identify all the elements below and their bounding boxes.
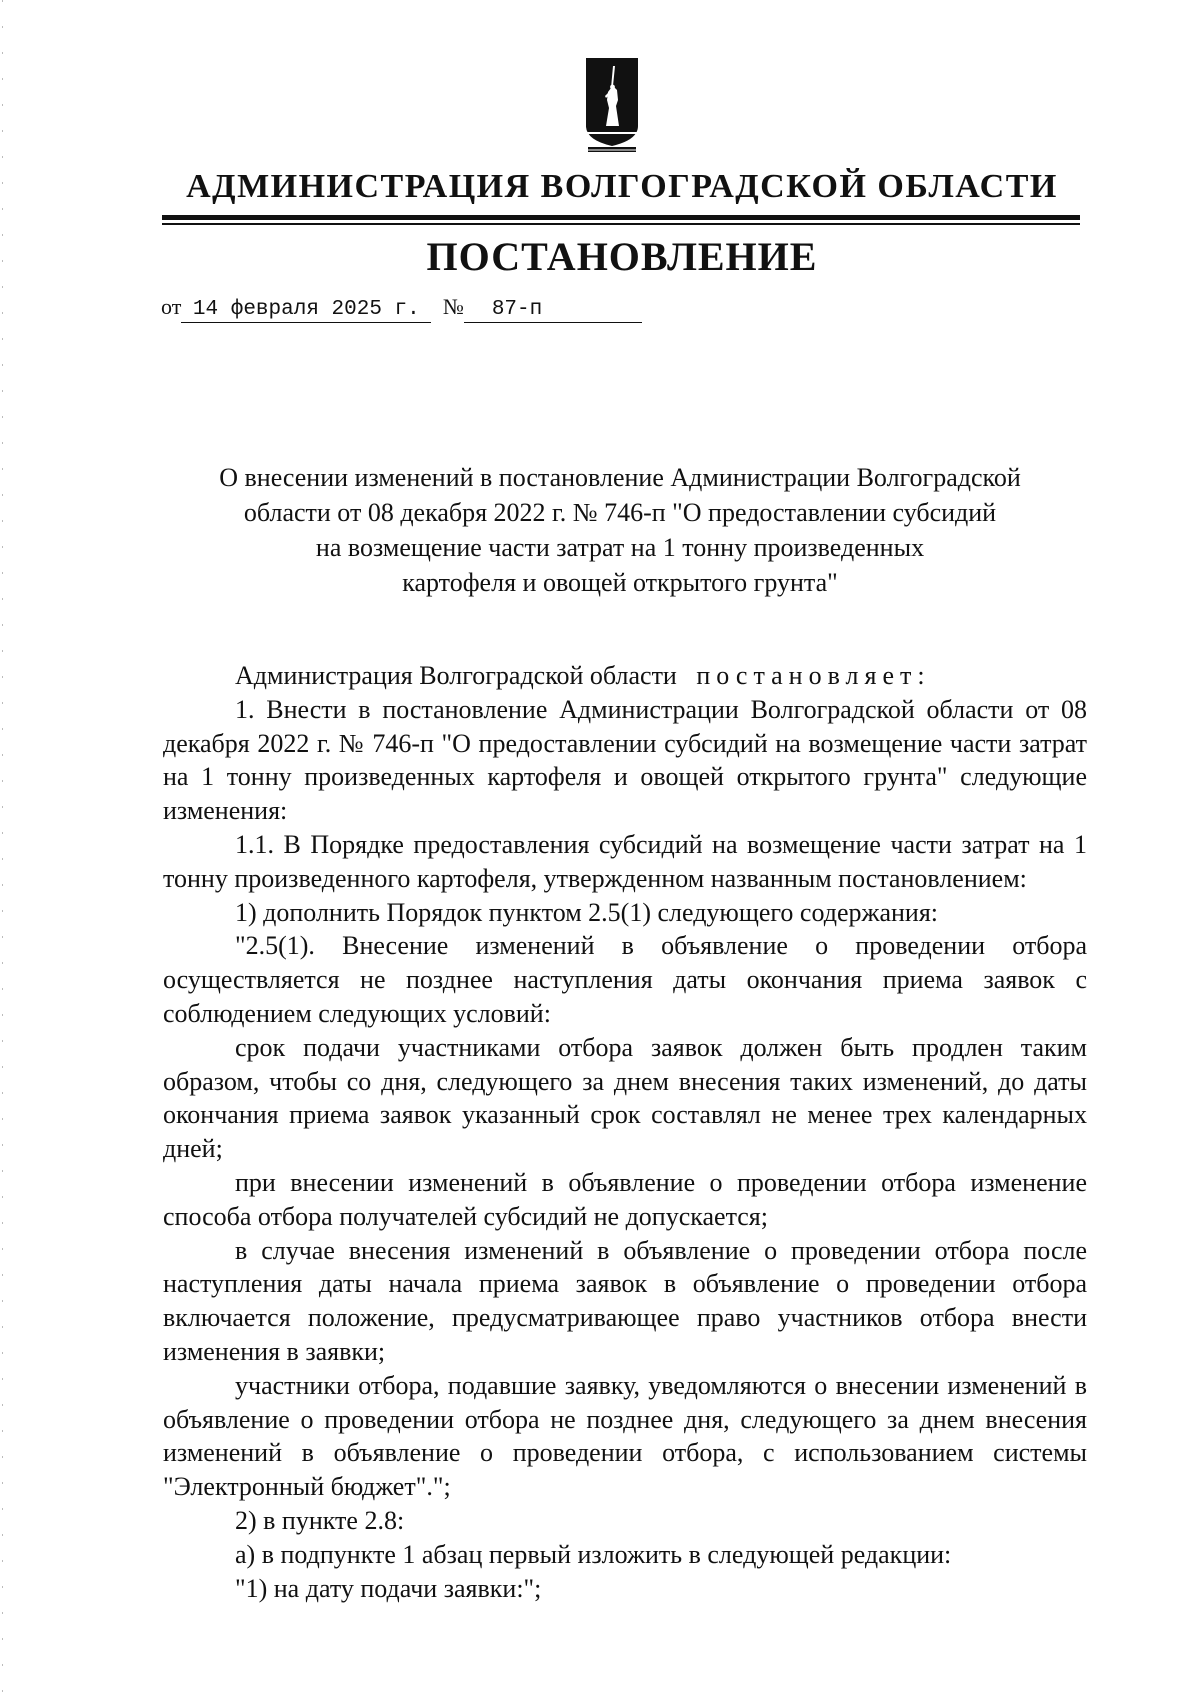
preamble-verb: постановляет:: [696, 661, 931, 690]
subject-line: О внесении изменений в постановление Администрации Волгоградской: [219, 463, 1021, 492]
body-paragraph: при внесении изменений в объявление о проведении отбора изменение способа отбора получателей субсидий не допускается;: [163, 1167, 1087, 1231]
subject-line: картофеля и овощей открытого грунта": [402, 568, 838, 597]
body-paragraph: а) в подпункте 1 абзац первый изложить в следующей редакции:: [235, 1539, 952, 1569]
body-paragraph: 1. Внести в постановление Администрации Волгоградской области от 08 декабря 2022 г. № 746-п "О предоставлении субсидий на возмещение части затрат на 1 тонну произведенных картофеля и овощей открытого грунта" следующие изменения:: [163, 694, 1087, 826]
volgograd-coat-of-arms-icon: [584, 56, 640, 152]
date-prefix: от: [161, 294, 182, 319]
header-divider-thick: [162, 215, 1080, 220]
subject-line: области от 08 декабря 2022 г. № 746-п "О предоставлении субсидий: [243, 498, 997, 527]
body-paragraph: "1) на дату подачи заявки:";: [235, 1573, 542, 1603]
document-date-number-line: [161, 294, 642, 323]
document-date: 14 февраля 2025 г.: [181, 298, 431, 323]
body-paragraph: участники отбора, подавшие заявку, уведомляются о внесении изменений в объявление о проведении отбора не позднее дня, следующего за днем внесения изменений в объявление о проведении отбора, с использованием системы "Электронный бюджет".";: [163, 1370, 1087, 1502]
document-type-title: ПОСТАНОВЛЕНИЕ: [426, 234, 818, 279]
document-body: [163, 659, 1087, 1605]
body-paragraph: в случае внесения изменений в объявление о проведении отбора после наступления даты начала приема заявок в объявление о проведении отбора включается положение, предусматривающее право участников отбора внести изменения в заявки;: [163, 1235, 1087, 1366]
body-paragraph: "2.5(1). Внесение изменений в объявление о проведении отбора осуществляется не позднее наступления даты окончания приема заявок с соблюдением следующих условий:: [163, 931, 1087, 1028]
body-paragraph: 1) дополнить Порядок пунктом 2.5(1) следующего содержания:: [235, 897, 939, 927]
preamble-paragraph: [163, 659, 1087, 693]
subject-line: на возмещение части затрат на 1 тонну произведенных: [315, 533, 925, 562]
body-paragraph: 1.1. В Порядке предоставления субсидий на возмещение части затрат на 1 тонну произведенного картофеля, утвержденном названным постановлением:: [163, 829, 1087, 893]
organization-title: АДМИНИСТРАЦИЯ ВОЛГОГРАДСКОЙ ОБЛАСТИ: [186, 168, 1058, 205]
document-subject: [160, 460, 1080, 600]
body-paragraph: срок подачи участниками отбора заявок должен быть продлен таким образом, чтобы со дня, следующего за днем внесения таких изменений, до даты окончания приема заявок указанный срок составлял не менее трех календарных дней;: [163, 1032, 1087, 1164]
preamble-text: Администрация Волгоградской области: [235, 661, 677, 690]
header-divider-thin: [162, 223, 1080, 225]
number-prefix: №: [442, 294, 464, 319]
body-paragraph: 2) в пункте 2.8:: [235, 1505, 405, 1535]
document-number: 87-п: [464, 298, 642, 323]
